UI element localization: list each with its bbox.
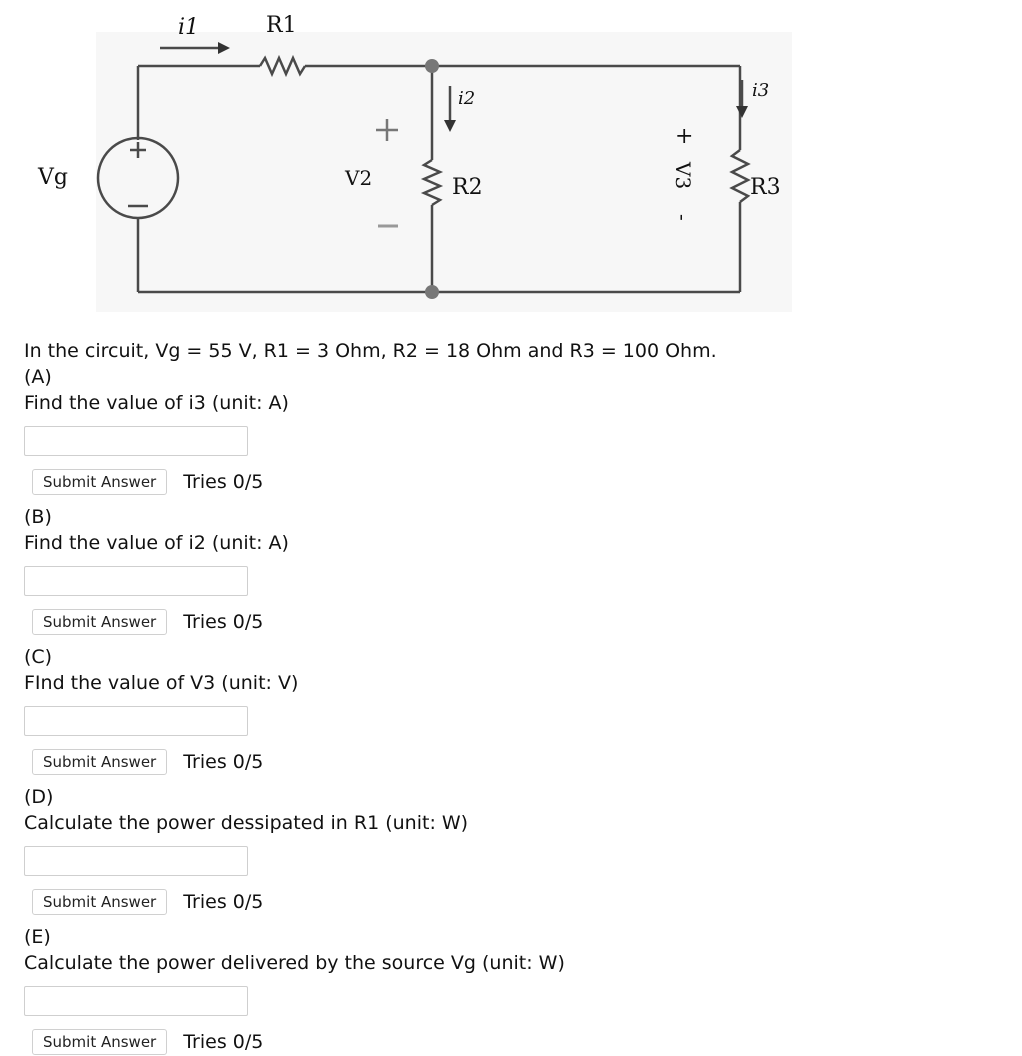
submit-row bbox=[32, 888, 984, 916]
submit-row bbox=[32, 608, 984, 636]
submit-answer-button-a[interactable]: Submit Answer bbox=[32, 469, 167, 495]
part-label: (B) bbox=[24, 506, 52, 528]
submit-answer-button-e[interactable]: Submit Answer bbox=[32, 1029, 167, 1055]
v3-minus: - bbox=[671, 214, 695, 221]
v3-plus: + bbox=[675, 124, 694, 149]
tries-counter: Tries 0/5 bbox=[183, 611, 264, 633]
label-r3: R3 bbox=[750, 175, 781, 200]
node-bottom bbox=[425, 285, 439, 299]
circuit-svg bbox=[0, 0, 1022, 320]
answer-input-d[interactable] bbox=[24, 846, 248, 876]
submit-answer-button-b[interactable]: Submit Answer bbox=[32, 609, 167, 635]
part-question: Find the value of i3 (unit: A) bbox=[24, 392, 289, 414]
problem-content bbox=[24, 338, 984, 1056]
part-e bbox=[24, 924, 984, 1056]
label-i3: i3 bbox=[752, 80, 770, 101]
submit-row bbox=[32, 748, 984, 776]
part-question: Calculate the power delivered by the source Vg (unit: W) bbox=[24, 952, 565, 974]
label-vg: Vg bbox=[38, 165, 68, 190]
submit-answer-button-c[interactable]: Submit Answer bbox=[32, 749, 167, 775]
problem-statement: In the circuit, Vg = 55 V, R1 = 3 Ohm, R2 = 18 Ohm and R3 = 100 Ohm. bbox=[24, 340, 717, 362]
part-label: (D) bbox=[24, 786, 54, 808]
part-label: (C) bbox=[24, 646, 53, 668]
part-question: Calculate the power dessipated in R1 (unit: W) bbox=[24, 812, 469, 834]
circuit-diagram bbox=[0, 0, 1022, 320]
label-v2: V2 bbox=[345, 166, 373, 190]
tries-counter: Tries 0/5 bbox=[183, 471, 264, 493]
part-a bbox=[24, 364, 984, 496]
submit-row bbox=[32, 468, 984, 496]
submit-answer-button-d[interactable]: Submit Answer bbox=[32, 889, 167, 915]
part-question: Find the value of i2 (unit: A) bbox=[24, 532, 289, 554]
label-v3: V3 bbox=[671, 162, 695, 190]
node-top bbox=[425, 59, 439, 73]
part-label: (E) bbox=[24, 926, 51, 948]
label-i1: i1 bbox=[178, 15, 200, 40]
part-d bbox=[24, 784, 984, 916]
label-i2: i2 bbox=[458, 88, 476, 109]
label-r2: R2 bbox=[452, 175, 483, 200]
answer-input-a[interactable] bbox=[24, 426, 248, 456]
part-c bbox=[24, 644, 984, 776]
answer-input-e[interactable] bbox=[24, 986, 248, 1016]
submit-row bbox=[32, 1028, 984, 1056]
tries-counter: Tries 0/5 bbox=[183, 751, 264, 773]
answer-input-b[interactable] bbox=[24, 566, 248, 596]
tries-counter: Tries 0/5 bbox=[183, 891, 264, 913]
part-b bbox=[24, 504, 984, 636]
tries-counter: Tries 0/5 bbox=[183, 1031, 264, 1053]
part-label: (A) bbox=[24, 366, 52, 388]
answer-input-c[interactable] bbox=[24, 706, 248, 736]
part-question: FInd the value of V3 (unit: V) bbox=[24, 672, 299, 694]
label-r1: R1 bbox=[266, 13, 297, 38]
